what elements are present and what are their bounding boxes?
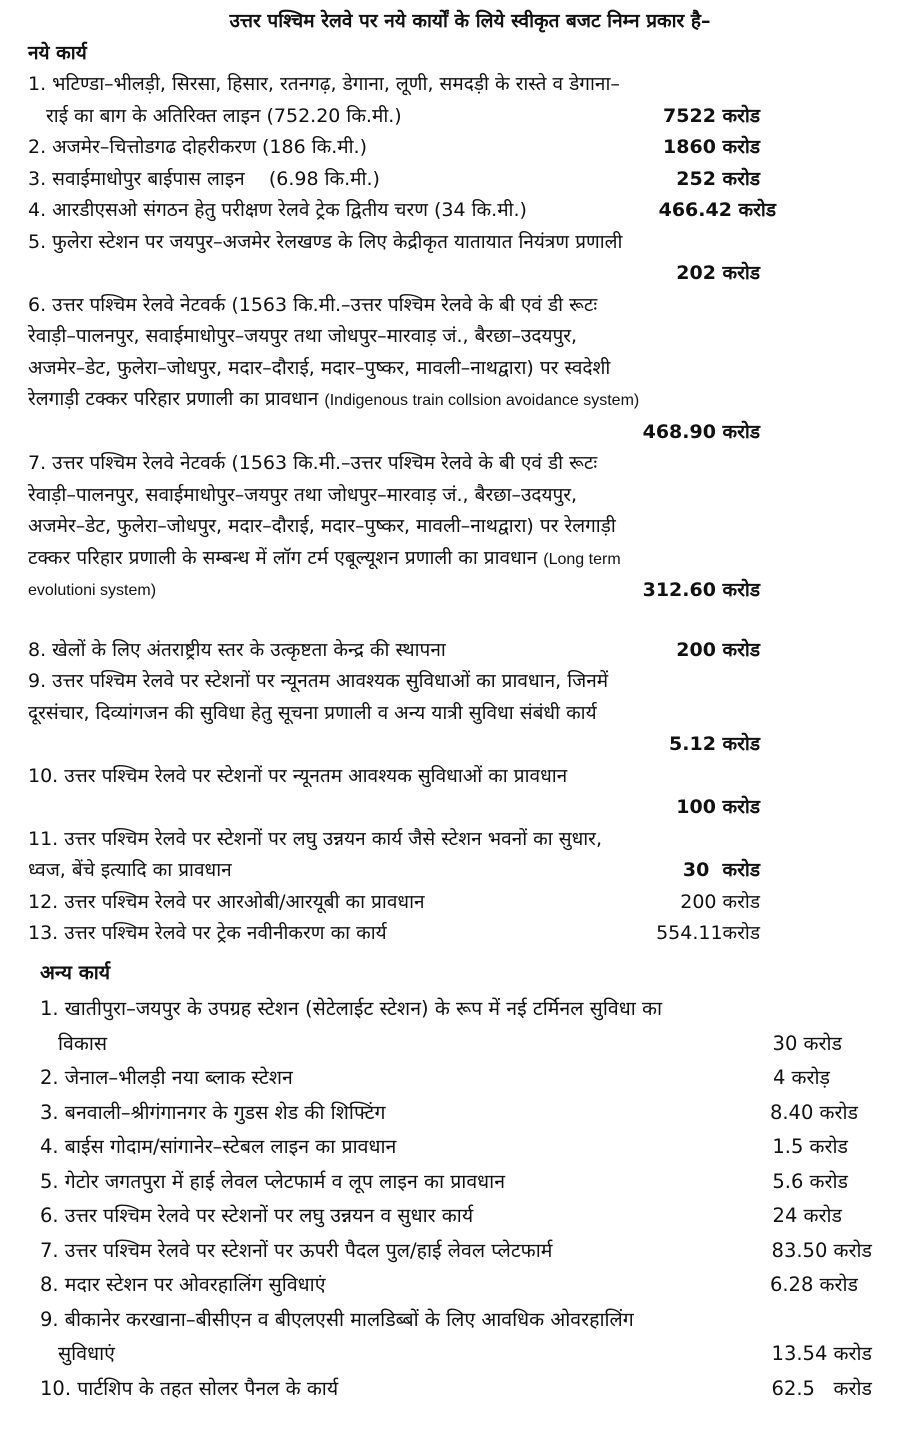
list-item <box>40 1234 872 1269</box>
item-amount: 5.6 करोड <box>772 1169 848 1193</box>
list-item <box>40 1303 872 1372</box>
list-item <box>28 69 872 132</box>
item-amount: 200 करोड <box>680 890 760 913</box>
item-text: 2. जेनाल–भीलड़ी नया ब्लाक स्टेशन <box>40 1066 293 1089</box>
item-amount: 200 करोड <box>676 638 760 661</box>
item-text: 7. उत्तर पश्चिम रेलवे पर स्टेशनों पर ऊपरी पैदल पुल/हाई लेवल प्लेटफार्म <box>40 1238 553 1262</box>
item-english-note: (Indigenous train collsion avoidance system) <box>324 392 640 409</box>
other-works-heading: अन्य कार्य <box>40 960 111 984</box>
list-item <box>28 448 872 607</box>
item-text: सुविधाएं <box>58 1342 115 1365</box>
item-text: 6. उत्तर पश्चिम रेलवे पर स्टेशनों पर लघु उन्नयन व सुधार कार्य <box>40 1204 474 1227</box>
item-text: 4. बाईस गोदाम/सांगानेर–स्टेबल लाइन का प्रावधान <box>40 1135 397 1158</box>
list-item <box>40 1372 872 1407</box>
list-item <box>40 1268 872 1303</box>
list-item <box>28 887 872 919</box>
item-text: रेलगाड़ी टक्कर परिहार प्रणाली का प्रावधान <box>28 388 319 410</box>
item-amount: 5.12 करोड <box>669 733 760 755</box>
item-amount: 468.90 करोड <box>642 420 760 443</box>
item-text: अजमेर–डेट, फुलेरा–जोधपुर, मदार–दौराई, मदार–पुष्कर, मावली–नाथद्वारा) पर स्वदेशी <box>28 356 611 379</box>
list-item <box>28 227 872 290</box>
item-english-note: (Long term <box>543 550 621 568</box>
item-text: 1. भटिण्डा–भीलड़ी, सिरसा, हिसार, रतनगढ़, डेगाना, लूणी, समदड़ी के रास्ते व डेगाना– <box>28 73 620 95</box>
item-amount: 83.50 करोड <box>771 1238 872 1262</box>
item-text: 5. गेटोर जगतपुरा में हाई लेवल प्लेटफार्म व लूप लाइन का प्रावधान <box>40 1169 506 1193</box>
item-text: 9. उत्तर पश्चिम रेलवे पर स्टेशनों पर न्यूनतम आवश्यक सुविधाओं का प्रावधान, जिनमें <box>28 670 609 692</box>
other-works-section <box>28 956 872 1407</box>
item-text: विकास <box>58 1031 108 1055</box>
list-item <box>40 1061 872 1096</box>
item-text: 8. खेलों के लिए अंतराष्ट्रीय स्तर के उत्कृष्टता केन्द्र की स्थापना <box>28 638 446 661</box>
list-item <box>40 1199 872 1234</box>
item-amount: 1860 करोड <box>663 136 760 158</box>
item-amount: 312.60 करोड <box>642 579 760 601</box>
item-text: 11. उत्तर पश्चिम रेलवे पर स्टेशनों पर लघु उन्नयन कार्य जैसे स्टेशन भवनों का सुधार, <box>28 827 602 850</box>
item-text: ध्वज, बेंचे इत्यादि का प्रावधान <box>28 859 232 881</box>
item-text: 2. अजमेर–चित्तोडगढ दोहरीकरण (186 कि.मी.) <box>28 136 367 158</box>
item-text: 7. उत्तर पश्चिम रेलवे नेटवर्क (1563 कि.मी.–उत्तर पश्चिम रेलवे के बी एवं डी रूटः <box>28 452 598 474</box>
list-item <box>28 290 872 449</box>
list-item <box>28 761 872 824</box>
item-amount: 30 करोड <box>682 859 760 881</box>
new-works-heading: नये कार्य <box>28 41 87 64</box>
item-amount: 466.42 करोड <box>658 199 776 221</box>
item-text: टक्कर परिहार प्रणाली के सम्बन्ध में लॉग टर्म एबूल्यूशन प्रणाली का प्रावधान <box>28 546 538 569</box>
item-amount: 7522 करोड <box>663 104 760 127</box>
item-amount: 6.28 करोड <box>769 1273 858 1296</box>
item-text: दूरसंचार, दिव्यांगजन की सुविधा हेतु सूचना प्रणाली व अन्य यात्री सुविधा संबंधी कार्य <box>28 701 597 724</box>
list-item <box>28 195 872 227</box>
list-item <box>40 1130 872 1165</box>
list-item <box>40 1165 872 1200</box>
list-item <box>28 666 872 761</box>
item-text: 3. बनवाली–श्रीगंगानगर के गुडस शेड की शिफ्टिंग <box>40 1100 386 1124</box>
item-amount: 1.5 करोड <box>772 1135 848 1158</box>
item-text: 5. फुलेरा स्टेशन पर जयपुर–अजमेर रेलखण्ड के लिए केद्रीकृत यातायात नियंत्रण प्रणाली <box>28 230 623 253</box>
item-text: रेवाड़ी–पालनपुर, सवाईमाधोपुर–जयपुर तथा जोधपुर–मारवाड़ जं., बैरछा–उदयपुर, <box>28 483 578 506</box>
item-text: अजमेर–डेट, फुलेरा–जोधपुर, मदार–दौराई, मदार–पुष्कर, मावली–नाथद्वारा) पर रेलगाड़ी <box>28 515 616 537</box>
item-amount: 13.54 करोड <box>771 1342 872 1365</box>
item-text: राई का बाग के अतिरिक्त लाइन (752.20 कि.मी.) <box>46 104 402 127</box>
item-text: 1. खातीपुरा–जयपुर के उपग्रह स्टेशन (सेटेलाईट स्टेशन) के रूप में नई टर्मिनल सुविधा का <box>40 997 663 1020</box>
list-item <box>28 164 872 196</box>
item-text: 9. बीकानेर करखाना–बीसीएन व बीएलएसी मालडिब्बों के लिए आवधिक ओवरहालिंग <box>40 1307 634 1331</box>
list-item <box>40 992 872 1061</box>
item-amount: 4 करोड़ <box>772 1066 830 1089</box>
item-amount: 8.40 करोड <box>769 1100 858 1124</box>
list-item <box>28 824 872 887</box>
item-text: 4. आरडीएसओ संगठन हेतु परीक्षण रेलवे ट्रेक द्वितीय चरण (34 कि.मी.) <box>28 199 527 221</box>
item-amount: 100 करोड <box>676 796 760 818</box>
item-amount: 554.11करोड <box>656 922 760 944</box>
item-text: 6. उत्तर पश्चिम रेलवे नेटवर्क (1563 कि.मी.–उत्तर पश्चिम रेलवे के बी एवं डी रूटः <box>28 293 598 316</box>
item-text: 8. मदार स्टेशन पर ओवरहालिंग सुविधाएं <box>40 1273 326 1296</box>
item-amount: 202 करोड <box>676 262 760 284</box>
item-amount: 252 करोड <box>676 167 760 190</box>
item-text: 13. उत्तर पश्चिम रेलवे पर ट्रेक नवीनीकरण का कार्य <box>28 922 387 944</box>
item-amount: 24 करोड <box>772 1204 842 1227</box>
item-english-note: evolutioni system) <box>28 582 157 599</box>
list-item <box>28 635 872 667</box>
list-item <box>28 132 872 164</box>
item-amount: 30 करोड <box>772 1031 842 1055</box>
page-title: उत्तर पश्चिम रेलवे पर नये कार्यों के लिये स्वीकृत बजट निम्न प्रकार है– <box>229 10 711 32</box>
list-item <box>28 918 872 950</box>
item-text: रेवाड़ी–पालनपुर, सवाईमाधोपुर–जयपुर तथा जोधपुर–मारवाड़ जं., बैरछा–उदयपुर, <box>28 325 578 347</box>
item-amount: 62.5 करोड <box>771 1376 872 1400</box>
item-text: 10. पार्टशिप के तहत सोलर पैनल के कार्य <box>40 1376 339 1400</box>
list-item <box>40 1096 872 1131</box>
item-text: 12. उत्तर पश्चिम रेलवे पर आरओबी/आरयूबी का प्रावधान <box>28 890 425 913</box>
item-text: 10. उत्तर पश्चिम रेलवे पर स्टेशनों पर न्यूनतम आवश्यक सुविधाओं का प्रावधान <box>28 764 568 787</box>
item-text: 3. सवाईमाधोपुर बाईपास लाइन (6.98 कि.मी.) <box>28 167 380 190</box>
